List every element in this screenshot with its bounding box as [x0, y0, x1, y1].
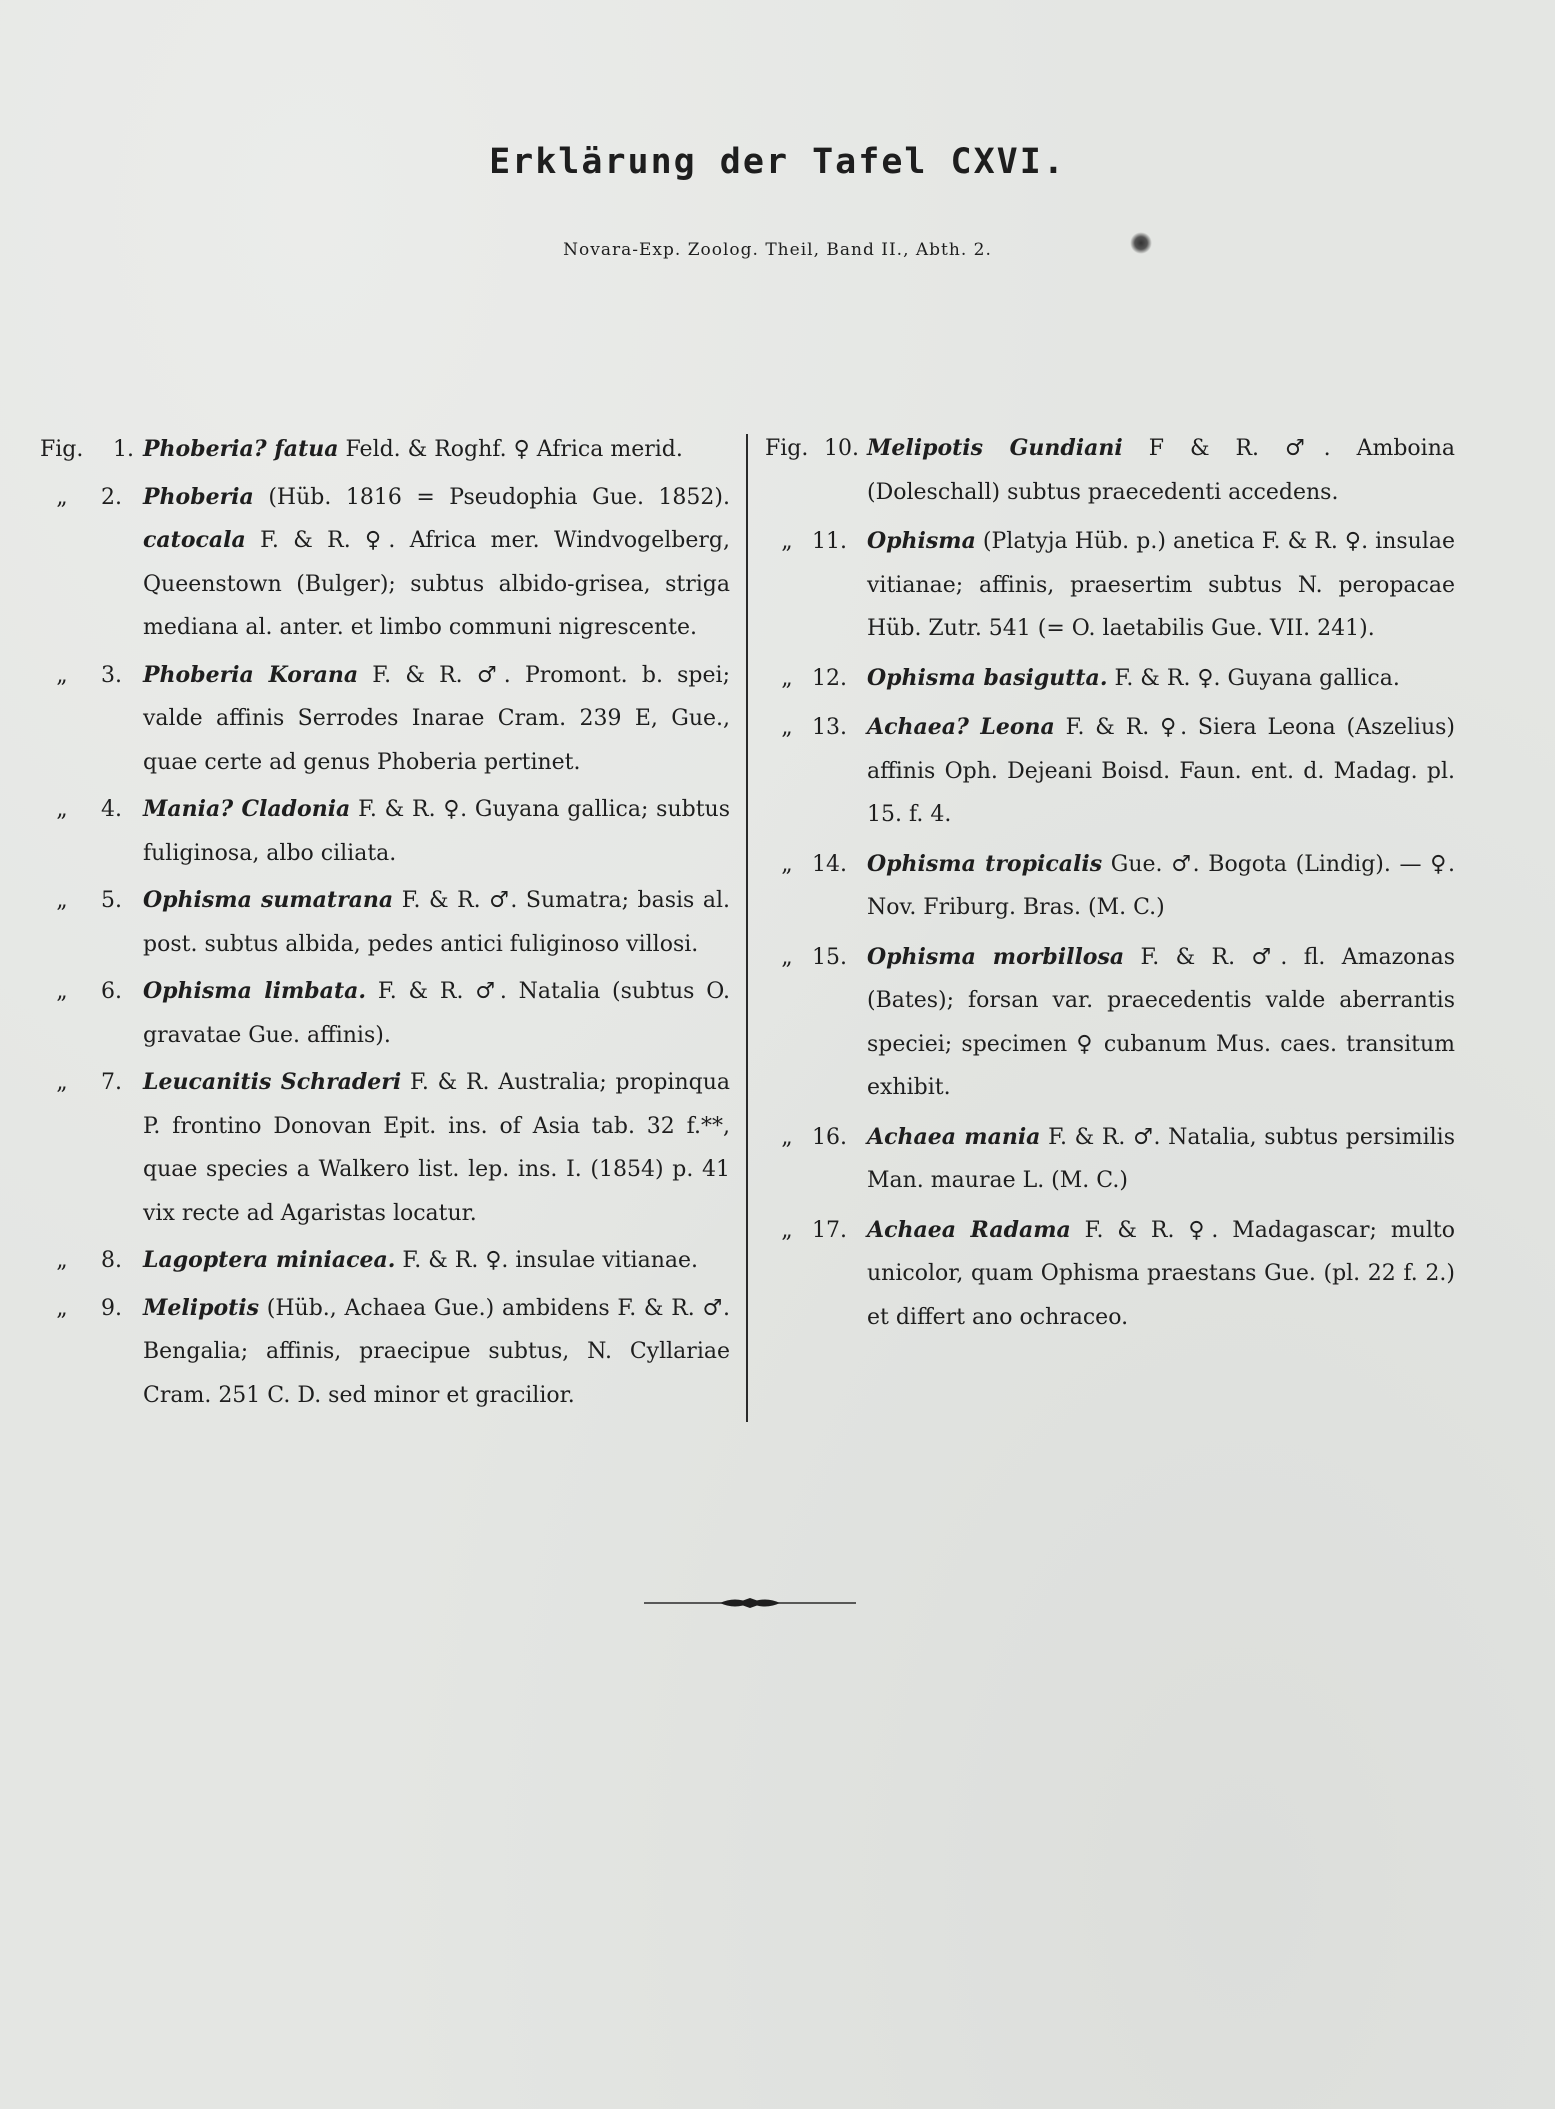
entry-text: F. & R. Australia; propinqua P. frontino Donovan Epit. ins. of Asia tab. 32 f.**, quae species a Walkero list. lep. ins. I. (1854) p. 41 vix recte ad Agaristas locatur.	[143, 1070, 731, 1226]
species-name: Phoberia Korana	[143, 661, 359, 688]
entry-label: Fig.	[765, 436, 809, 461]
entry-text: (Platyja Hüb. p.) anetica F. & R. ♀. insulae vitianae; affinis, praesertim subtus N. peropacae Hüb. Zutr. 541 (= O. laetabilis Gue. VII. 241).	[867, 529, 1456, 641]
entry-text: F. & R. ♂. fl. Amazonas (Bates); forsan var. praecedentis valde aberrantis speciei; specimen ♀ cubanum Mus. caes. transitum exhibit.	[867, 944, 1455, 1100]
page-subtitle: Novara-Exp. Zoolog. Theil, Band II., Abth. 2.	[563, 240, 992, 260]
species-name: Phoberia? fatua	[143, 436, 339, 462]
figure-entry	[40, 654, 730, 785]
entry-number: 9.	[101, 1295, 122, 1321]
figure-entry	[765, 1116, 1455, 1203]
species-name: Ophisma basigutta.	[867, 664, 1108, 691]
figure-entry	[40, 428, 730, 472]
species-name: Leucanitis Schraderi	[143, 1069, 402, 1095]
entry-label: „	[781, 944, 793, 970]
entry-number: 11.	[812, 529, 847, 554]
entry-number: 12.	[812, 665, 847, 691]
entry-number: 16.	[812, 1124, 847, 1150]
figure-entry	[40, 879, 730, 966]
entry-number: 4.	[101, 797, 122, 822]
species-name: Lagoptera miniacea.	[143, 1247, 396, 1273]
species-name: Ophisma sumatrana	[143, 887, 394, 913]
entry-number: 7.	[101, 1070, 122, 1095]
entry-number: 14.	[812, 851, 847, 877]
entry-text: F. & R. ♀. Guyana gallica; subtus fuliginosa, albo ciliata.	[143, 797, 731, 866]
figure-entry	[765, 520, 1455, 651]
entry-number: 3.	[101, 662, 122, 688]
species-name: Melipotis	[143, 1294, 260, 1321]
species-name: Achaea mania	[867, 1123, 1041, 1150]
entry-label: „	[56, 797, 68, 822]
entry-number: 15.	[812, 944, 847, 970]
entry-text: F. & R. ♂. Natalia, subtus persimilis Man. maurae L. (M. C.)	[867, 1124, 1455, 1193]
entry-label: „	[56, 484, 68, 510]
entry-text: F. & R. ♀. Guyana gallica.	[1114, 665, 1400, 691]
species-name: Mania? Cladonia	[143, 796, 351, 822]
entry-text: F. & R. ♂. Sumatra; basis al. post. subtus albida, pedes antici fuliginoso villosi.	[143, 888, 730, 957]
entry-label: „	[56, 1248, 68, 1273]
figure-entry	[40, 1287, 730, 1418]
entry-text: F. & R. ♂. Promont. b. spei; valde affinis Serrodes Inarae Cram. 239 E, Gue., quae certe ad genus Phoberia pertinet.	[143, 662, 730, 775]
entry-label: „	[781, 529, 793, 554]
figure-entry	[765, 936, 1455, 1110]
entry-label: „	[56, 1070, 68, 1095]
figure-entry	[765, 657, 1455, 701]
entry-label: „	[781, 665, 793, 691]
column-divider	[746, 434, 748, 1422]
figure-entry	[40, 970, 730, 1057]
species-name: Achaea? Leona	[867, 714, 1055, 740]
page-title: Erklärung der Tafel CXVI.	[489, 142, 1066, 182]
entry-number: 6.	[101, 979, 122, 1004]
entry-label: „	[781, 1124, 793, 1150]
entry-label: „	[56, 888, 68, 913]
left-column	[40, 428, 730, 1421]
entry-number: 8.	[101, 1248, 122, 1273]
species-name: Ophisma	[867, 528, 976, 554]
entry-text: F. & R. ♀. Madagascar; multo unicolor, quam Ophisma praestans Gue. (pl. 22 f. 2.) et differt ano ochraceo.	[867, 1217, 1455, 1330]
figure-entry	[765, 843, 1455, 930]
species-name: Ophisma tropicalis	[867, 850, 1103, 877]
entry-label: „	[56, 979, 68, 1004]
entry-number: 10.	[824, 436, 859, 461]
entry-number: 13.	[812, 715, 847, 740]
entry-label: „	[56, 1295, 68, 1321]
figure-entry	[40, 788, 730, 875]
figure-entry	[40, 476, 730, 650]
entry-text: Feld. & Roghf. ♀ Africa merid.	[345, 437, 683, 462]
figure-entry	[765, 1209, 1455, 1340]
entry-label: Fig.	[40, 437, 84, 462]
entry-label: „	[781, 1217, 793, 1243]
species-name: Melipotis Gundiani	[867, 435, 1123, 461]
entry-text: Gue. ♂. Bogota (Lindig). — ♀. Nov. Friburg. Bras. (M. C.)	[867, 851, 1455, 920]
entry-text: F. & R. ♀. Siera Leona (Aszelius) affinis Oph. Dejeani Boisd. Faun. ent. d. Madag. pl. 15. f. 4.	[867, 715, 1456, 827]
entry-text: F. & R. ♀. insulae vitianae.	[402, 1248, 698, 1273]
entry-label: „	[56, 662, 68, 688]
entry-number: 2.	[101, 484, 122, 510]
entry-text: (Hüb. 1816 = Pseudophia Gue. 1852).	[268, 484, 730, 510]
entry-number: 1.	[113, 437, 134, 462]
figure-entry	[765, 706, 1455, 837]
entry-number: 17.	[812, 1217, 847, 1243]
entry-label: „	[781, 715, 793, 740]
species-name: Phoberia	[143, 483, 254, 510]
entry-text: F. & R. ♂. Natalia (subtus O. gravatae Gue. affinis).	[143, 979, 731, 1048]
species-name: Ophisma morbillosa	[867, 943, 1125, 970]
species-name-2: catocala	[143, 527, 246, 553]
figure-entry	[765, 427, 1455, 514]
end-ornament	[640, 1593, 860, 1613]
right-column	[765, 427, 1455, 1345]
figure-entry	[40, 1239, 730, 1283]
entry-text: (Hüb., Achaea Gue.) ambidens F. & R. ♂. Bengalia; affinis, praecipue subtus, N. Cyllariae Cram. 251 C. D. sed minor et gracilior.	[143, 1295, 730, 1408]
entry-number: 5.	[101, 888, 122, 913]
species-name: Ophisma limbata.	[143, 978, 367, 1004]
figure-entry	[40, 1061, 730, 1235]
entry-label: „	[781, 851, 793, 877]
entry-text-2: F. & R. ♀. Africa mer. Windvogelberg, Queenstown (Bulger); subtus albido-grisea, striga mediana al. anter. et limbo communi nigrescente.	[143, 528, 730, 640]
entry-text: F & R. ♂. Amboina (Doleschall) subtus praecedenti accedens.	[867, 436, 1456, 505]
species-name: Achaea Radama	[867, 1216, 1071, 1243]
